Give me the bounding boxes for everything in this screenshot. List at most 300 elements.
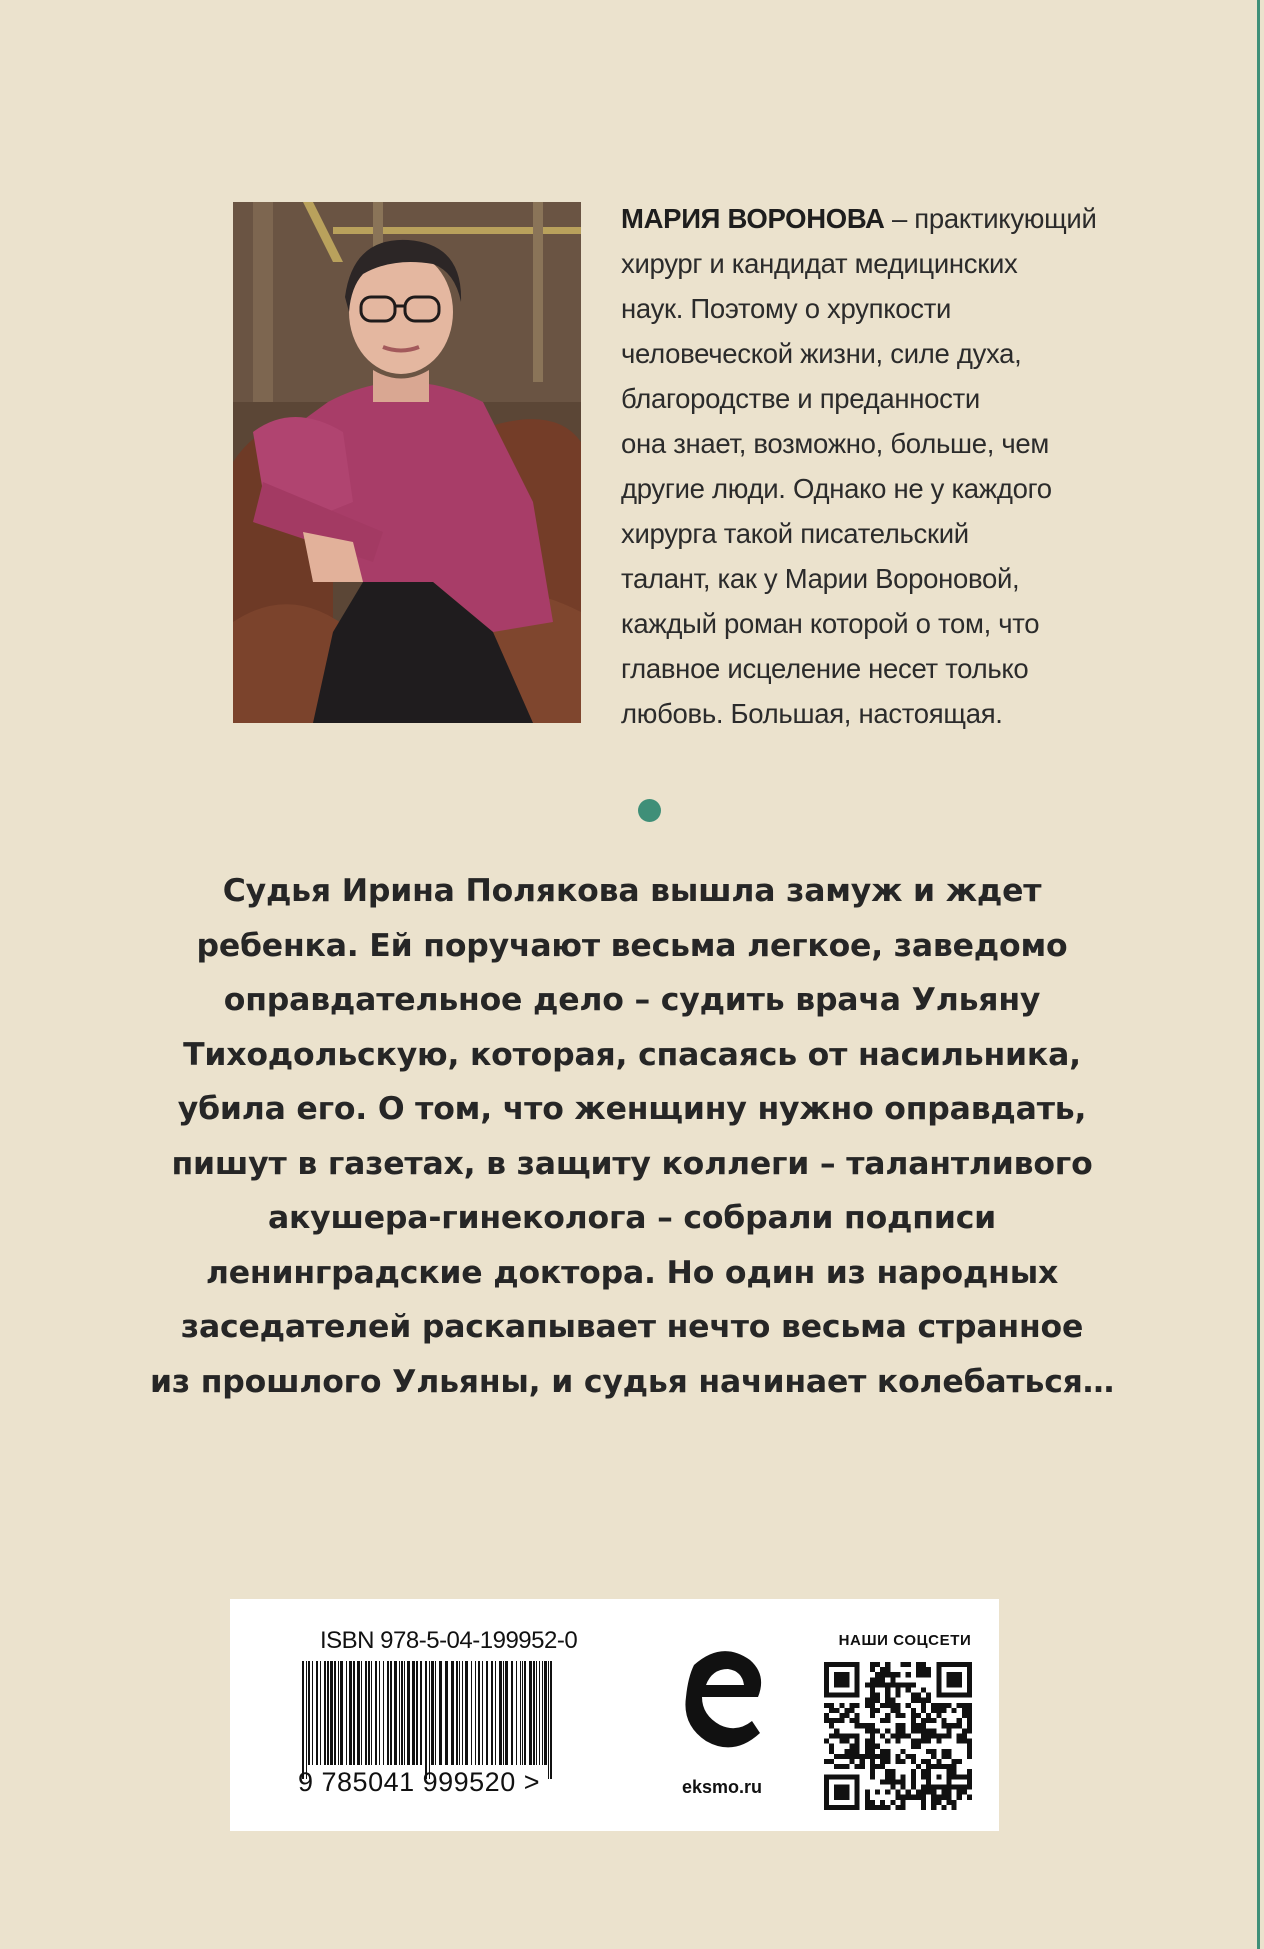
qr-module	[880, 1703, 885, 1708]
qr-module	[901, 1805, 906, 1810]
qr-module	[880, 1764, 885, 1769]
qr-module	[941, 1754, 946, 1759]
qr-module	[921, 1662, 926, 1667]
qr-module	[967, 1723, 972, 1728]
qr-module	[911, 1728, 916, 1733]
qr-module	[890, 1677, 895, 1682]
qr-module	[957, 1759, 962, 1764]
qr-module	[946, 1733, 951, 1738]
bio-line: любовь. Большая, настоящая.	[621, 698, 1003, 729]
qr-module	[946, 1795, 951, 1800]
qr-module	[931, 1800, 936, 1805]
qr-module	[957, 1703, 962, 1708]
qr-module	[926, 1733, 931, 1738]
barcode-bar	[334, 1661, 336, 1765]
qr-module	[901, 1733, 906, 1738]
qr-module	[911, 1774, 916, 1779]
qr-module	[865, 1800, 870, 1805]
annotation-line: из прошлого Ульяны, и судья начинает колебаться…	[150, 1363, 1115, 1400]
qr-module	[875, 1754, 880, 1759]
qr-module	[895, 1733, 900, 1738]
qr-module	[906, 1672, 911, 1677]
qr-module	[931, 1749, 936, 1754]
qr-module	[931, 1728, 936, 1733]
qr-module	[895, 1790, 900, 1795]
qr-module	[901, 1682, 906, 1687]
qr-module	[865, 1754, 870, 1759]
qr-module	[952, 1774, 957, 1779]
qr-module	[885, 1693, 890, 1698]
annotation-line: ленинградские доктора. Но один из народных	[205, 1254, 1059, 1291]
bio-line: человеческой жизни, силе духа,	[621, 338, 1022, 369]
barcode-bar	[306, 1661, 307, 1779]
qr-module	[890, 1698, 895, 1703]
qr-module	[850, 1733, 855, 1738]
qr-module	[890, 1769, 895, 1774]
qr-module	[885, 1718, 890, 1723]
qr-module	[880, 1779, 885, 1784]
barcode-bar	[324, 1661, 326, 1765]
qr-module	[885, 1774, 890, 1779]
qr-module	[931, 1708, 936, 1713]
qr-module	[962, 1713, 967, 1718]
bio-line: каждый роман которой о том, что	[621, 608, 1040, 639]
qr-module	[829, 1744, 834, 1749]
qr-module	[911, 1682, 916, 1687]
qr-module	[946, 1800, 951, 1805]
qr-module	[829, 1718, 834, 1723]
qr-module	[890, 1733, 895, 1738]
barcode-bar	[459, 1661, 460, 1765]
qr-module	[865, 1703, 870, 1708]
barcode-bar	[399, 1661, 400, 1765]
qr-module	[870, 1682, 875, 1687]
barcode-bar	[390, 1661, 392, 1765]
bio-line-1	[621, 196, 1097, 241]
barcode-bar	[486, 1661, 488, 1765]
qr-module	[885, 1759, 890, 1764]
barcode-bar	[371, 1661, 372, 1765]
qr-module	[829, 1708, 834, 1713]
qr-module	[865, 1805, 870, 1810]
qr-module	[921, 1723, 926, 1728]
barcode-bar	[536, 1661, 537, 1765]
qr-module	[911, 1769, 916, 1774]
qr-module	[829, 1723, 834, 1728]
qr-module	[957, 1774, 962, 1779]
qr-module	[885, 1790, 890, 1795]
barcode-bar	[456, 1661, 458, 1765]
qr-module	[870, 1739, 875, 1744]
qr-module	[834, 1672, 849, 1687]
barcode-bar	[379, 1661, 380, 1765]
qr-module	[967, 1744, 972, 1749]
qr-module	[967, 1718, 972, 1723]
qr-module	[860, 1764, 865, 1769]
barcode-bar	[308, 1661, 310, 1765]
qr-module	[926, 1672, 931, 1677]
barcode-bar	[387, 1661, 389, 1765]
barcode-bar	[431, 1661, 434, 1765]
barcode-bar	[475, 1661, 476, 1765]
barcode-bar	[312, 1661, 313, 1765]
qr-module	[855, 1713, 860, 1718]
qr-module	[911, 1784, 916, 1789]
qr-module	[931, 1805, 936, 1810]
bio-line: благородстве и преданности	[621, 383, 980, 414]
spine-accent-line	[1257, 0, 1260, 1949]
qr-module	[916, 1744, 921, 1749]
qr-module	[890, 1682, 895, 1687]
bio-line: хирург и кандидат медицинских	[621, 248, 1018, 279]
qr-module	[901, 1749, 906, 1754]
bio-line: она знает, возможно, больше, чем	[621, 428, 1050, 459]
qr-module	[875, 1805, 880, 1810]
qr-module	[880, 1759, 885, 1764]
qr-module	[855, 1739, 860, 1744]
qr-module	[916, 1693, 921, 1698]
barcode-bar	[327, 1661, 329, 1765]
barcode-bar	[416, 1661, 418, 1765]
qr-module	[957, 1795, 962, 1800]
qr-module	[890, 1774, 895, 1779]
qr-module	[895, 1682, 900, 1687]
book-annotation	[150, 864, 1114, 1409]
qr-module	[865, 1749, 870, 1754]
qr-module	[880, 1749, 885, 1754]
qr-module	[926, 1698, 931, 1703]
barcode-bar	[539, 1661, 540, 1765]
qr-module	[967, 1739, 972, 1744]
barcode-bar	[349, 1661, 352, 1765]
qr-module	[870, 1754, 875, 1759]
barcode-bar	[495, 1661, 496, 1765]
qr-module	[911, 1718, 916, 1723]
qr-module	[890, 1800, 895, 1805]
qr-module	[885, 1749, 890, 1754]
separator-dot	[638, 799, 661, 822]
qr-module	[941, 1718, 946, 1723]
bio-line: другие люди. Однако не у каждого	[621, 473, 1052, 504]
qr-module	[870, 1774, 875, 1779]
author-photo	[233, 202, 581, 723]
qr-module	[911, 1744, 916, 1749]
qr-module	[911, 1754, 916, 1759]
qr-module	[839, 1733, 844, 1738]
qr-module	[921, 1728, 926, 1733]
qr-module	[952, 1708, 957, 1713]
qr-module	[926, 1693, 931, 1698]
qr-module	[936, 1759, 941, 1764]
qr-module	[911, 1698, 916, 1703]
qr-module	[901, 1662, 906, 1667]
qr-module	[850, 1759, 855, 1764]
qr-module	[911, 1779, 916, 1784]
qr-module	[870, 1749, 875, 1754]
qr-module	[952, 1784, 957, 1789]
ean-digits: 9 785041 999520 >	[298, 1767, 540, 1797]
qr-module	[880, 1667, 885, 1672]
barcode-bar	[383, 1661, 384, 1765]
qr-module	[901, 1728, 906, 1733]
qr-module	[921, 1800, 926, 1805]
eksmo-logo-icon	[672, 1635, 772, 1759]
barcode-bar	[499, 1661, 502, 1765]
barcode-bar	[478, 1661, 480, 1765]
qr-module	[962, 1739, 967, 1744]
qr-module	[921, 1703, 926, 1708]
qr-module	[921, 1667, 926, 1672]
qr-module	[906, 1682, 911, 1687]
qr-module	[855, 1703, 860, 1708]
qr-module	[880, 1682, 885, 1687]
qr-module	[962, 1774, 967, 1779]
qr-module	[921, 1733, 926, 1738]
qr-module	[885, 1779, 890, 1784]
qr-module	[936, 1713, 941, 1718]
qr-module	[870, 1698, 875, 1703]
qr-module	[834, 1708, 839, 1713]
qr-module	[921, 1698, 926, 1703]
qr-module	[855, 1749, 860, 1754]
qr-module	[941, 1805, 946, 1810]
qr-module	[844, 1739, 849, 1744]
annotation-line: убила его. О том, что женщину нужно оправдать,	[177, 1091, 1087, 1127]
qr-module	[911, 1739, 916, 1744]
qr-module	[829, 1749, 834, 1754]
qr-module	[931, 1718, 936, 1723]
qr-module	[936, 1800, 941, 1805]
qr-module	[941, 1723, 946, 1728]
qr-module	[936, 1774, 941, 1779]
qr-module	[865, 1698, 870, 1703]
author-bio	[621, 196, 1097, 736]
barcode-bar	[394, 1661, 397, 1765]
qr-module	[885, 1662, 890, 1667]
qr-module	[860, 1759, 865, 1764]
qr-module	[921, 1790, 926, 1795]
annotation-line: акушера-гинеколога – собрали подписи	[267, 1200, 997, 1236]
publisher-site[interactable]: eksmo.ru	[681, 1777, 763, 1797]
qr-module	[870, 1728, 875, 1733]
barcode-bar	[368, 1661, 370, 1765]
qr-module	[911, 1713, 916, 1718]
qr-module	[829, 1759, 834, 1764]
qr-module	[906, 1754, 911, 1759]
annotation-line: Судья Ирина Полякова вышла замуж и ждет	[222, 873, 1042, 909]
qr-module	[860, 1723, 865, 1728]
qr-module	[921, 1708, 926, 1713]
qr-module	[885, 1754, 890, 1759]
qr-module	[890, 1708, 895, 1713]
qr-module	[880, 1733, 885, 1738]
qr-module	[952, 1759, 957, 1764]
barcode-bar	[529, 1661, 532, 1765]
qr-module	[844, 1764, 849, 1769]
qr-module	[916, 1764, 921, 1769]
qr-module	[865, 1739, 870, 1744]
qr-module	[967, 1754, 972, 1759]
qr-module	[875, 1790, 880, 1795]
qr-module	[834, 1728, 839, 1733]
annotation-line: оправдательное дело – судить врача Ульяну	[223, 982, 1041, 1018]
qr-module	[926, 1739, 931, 1744]
qr-module	[901, 1779, 906, 1784]
qr-module	[906, 1662, 911, 1667]
qr-module	[921, 1672, 926, 1677]
qr-module	[890, 1779, 895, 1784]
qr-module	[962, 1790, 967, 1795]
barcode-bar	[505, 1661, 508, 1765]
barcode-bar	[439, 1661, 442, 1765]
qr-module	[916, 1698, 921, 1703]
qr-module	[865, 1795, 870, 1800]
qr-module	[885, 1739, 890, 1744]
barcode-bar	[542, 1661, 543, 1765]
qr-module	[921, 1739, 926, 1744]
qr-module	[967, 1728, 972, 1733]
qr-module	[895, 1688, 900, 1693]
qr-module	[870, 1744, 875, 1749]
barcode-bar	[338, 1661, 339, 1765]
qr-module	[870, 1688, 875, 1693]
qr-module	[901, 1795, 906, 1800]
qr-module	[941, 1749, 946, 1754]
qr-module	[962, 1784, 967, 1789]
qr-module	[916, 1739, 921, 1744]
qr-module	[926, 1759, 931, 1764]
qr-module	[916, 1662, 921, 1667]
qr-module	[921, 1718, 926, 1723]
barcode-bar	[429, 1661, 430, 1779]
qr-module	[885, 1667, 890, 1672]
qr-module	[850, 1708, 855, 1713]
barcode-bar	[330, 1661, 333, 1765]
qr-module	[901, 1800, 906, 1805]
barcode-bar	[503, 1661, 504, 1765]
qr-module	[885, 1769, 890, 1774]
qr-module	[957, 1784, 962, 1789]
annotation-line: пишут в газетах, в защиту коллеги – талантливого	[171, 1145, 1093, 1182]
qr-module	[824, 1718, 829, 1723]
qr-module	[936, 1795, 941, 1800]
qr-module	[855, 1754, 860, 1759]
qr-module	[870, 1677, 875, 1682]
bio-line: хирурга такой писательский	[621, 518, 969, 549]
qr-module	[952, 1769, 957, 1774]
barcode-bar	[420, 1661, 422, 1765]
qr-module	[829, 1703, 834, 1708]
qr-module	[895, 1672, 900, 1677]
qr-module	[880, 1754, 885, 1759]
qr-module	[936, 1708, 941, 1713]
qr-module	[926, 1790, 931, 1795]
qr-module	[926, 1749, 931, 1754]
barcode-bar	[471, 1661, 472, 1765]
qr-module	[875, 1662, 880, 1667]
annotation-line: ребенка. Ей поручают весьма легкое, заведомо	[196, 927, 1068, 964]
qr-module	[839, 1718, 844, 1723]
barcode-bar	[550, 1661, 552, 1779]
qr-module	[906, 1733, 911, 1738]
bio-line: наук. Поэтому о хрупкости	[621, 293, 952, 324]
qr-module	[946, 1749, 951, 1754]
barcode-bar	[353, 1661, 355, 1765]
qr-module	[870, 1800, 875, 1805]
barcode-bar	[520, 1661, 521, 1765]
qr-module	[895, 1728, 900, 1733]
qr-module	[824, 1759, 829, 1764]
qr-module	[875, 1708, 880, 1713]
qr-module	[834, 1764, 839, 1769]
qr-module	[850, 1749, 855, 1754]
qr-module	[875, 1682, 880, 1687]
qr-module	[962, 1733, 967, 1738]
qr-module	[911, 1723, 916, 1728]
qr-module	[880, 1800, 885, 1805]
qr-module	[916, 1672, 921, 1677]
barcode-bar	[316, 1661, 318, 1765]
qr-module	[839, 1764, 844, 1769]
qr-module	[911, 1759, 916, 1764]
qr-module	[829, 1733, 834, 1738]
qr-module	[921, 1769, 926, 1774]
qr-module	[839, 1713, 844, 1718]
qr-module	[967, 1779, 972, 1784]
barcode-bar	[365, 1661, 367, 1765]
barcode-bar	[548, 1661, 549, 1779]
qr-module	[880, 1718, 885, 1723]
social-title: НАШИ СОЦСЕТИ	[838, 1632, 972, 1649]
qr-module	[967, 1774, 972, 1779]
qr-module	[855, 1718, 860, 1723]
qr-module	[834, 1733, 839, 1738]
qr-module	[870, 1805, 875, 1810]
qr-module	[870, 1703, 875, 1708]
bio-line-1-text: – практикующий	[884, 203, 1097, 234]
qr-module	[941, 1790, 946, 1795]
qr-module	[962, 1708, 967, 1713]
qr-module	[844, 1754, 849, 1759]
qr-module	[901, 1784, 906, 1789]
qr-module	[844, 1733, 849, 1738]
qr-module	[875, 1672, 880, 1677]
qr-module	[931, 1703, 936, 1708]
qr-module	[906, 1795, 911, 1800]
qr-module	[967, 1713, 972, 1718]
qr-module	[890, 1703, 895, 1708]
qr-module	[890, 1672, 895, 1677]
qr-module	[870, 1733, 875, 1738]
qr-module	[957, 1790, 962, 1795]
qr-module	[880, 1805, 885, 1810]
barcode-bar	[401, 1661, 403, 1765]
qr-module	[957, 1733, 962, 1738]
qr-module	[870, 1667, 875, 1672]
qr-module	[967, 1749, 972, 1754]
qr-module	[870, 1764, 875, 1769]
qr-module	[946, 1728, 951, 1733]
barcode-bar	[482, 1661, 483, 1765]
qr-module	[870, 1708, 875, 1713]
qr-module	[921, 1688, 926, 1693]
barcode-bar	[404, 1661, 405, 1765]
qr-module	[946, 1754, 951, 1759]
qr-code-icon[interactable]	[824, 1662, 972, 1810]
qr-module	[916, 1790, 921, 1795]
qr-module	[855, 1744, 860, 1749]
qr-module	[921, 1795, 926, 1800]
